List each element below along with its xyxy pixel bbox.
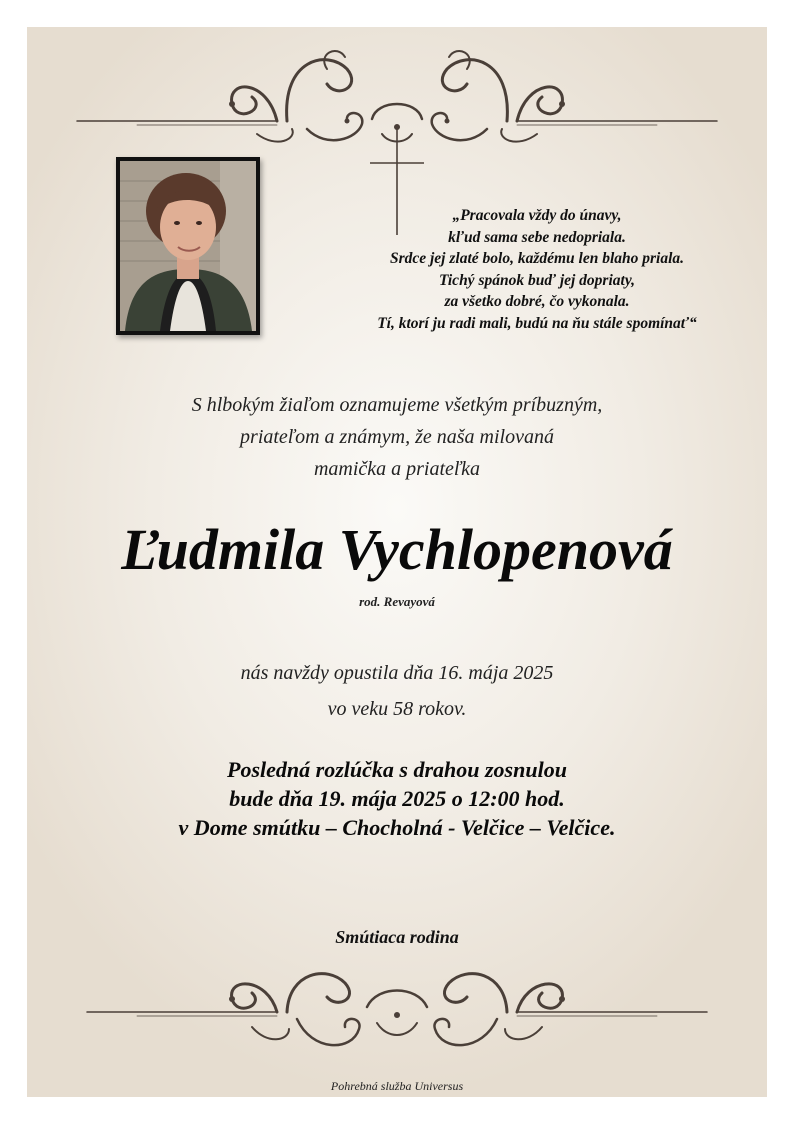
bottom-flourish-ornament: [27, 957, 767, 1067]
family-signature: Smútiaca rodina: [335, 927, 459, 947]
deceased-name: Ľudmila Vychlopenová: [121, 517, 673, 582]
intro-line: priateľom a známym, že naša milovaná: [240, 426, 554, 448]
portrait-photo-frame: [116, 157, 260, 335]
funeral-service-credit: Pohrebná služba Universus: [330, 1079, 464, 1093]
poem-line: za všetko dobré, čo vykonala.: [444, 293, 630, 310]
farewell-line: Posledná rozlúčka s drahou zosnulou: [227, 757, 567, 782]
farewell-location-line: v Dome smútku – Chocholná - Velčice – Velčice.: [178, 815, 616, 840]
maiden-name: rod. Revayová: [359, 594, 435, 609]
memorial-poem: [327, 205, 747, 334]
poem-line: Srdce jej zlaté bolo, každému len blaho priala.: [389, 250, 685, 267]
passing-age-line: vo veku 58 rokov.: [327, 698, 467, 720]
obituary-card: [27, 27, 767, 1097]
poem-line: kľud sama sebe nedopriala.: [448, 228, 626, 246]
intro-line: mamička a priateľka: [313, 458, 481, 480]
portrait-photo: [120, 161, 256, 331]
funeral-details: [27, 755, 767, 842]
poem-line: Tí, ktorí ju radi mali, budú na ňu stále spomínať“: [377, 314, 697, 332]
announcement-intro: [27, 389, 767, 485]
poem-line: Tichý spánok buď jej dopriaty,: [438, 271, 636, 289]
passing-info: [27, 655, 767, 727]
farewell-date-line: bude dňa 19. mája 2025 o 12:00 hod.: [229, 786, 565, 811]
poem-line: „Pracovala vždy do únavy,: [452, 207, 622, 224]
passing-date-line: nás navždy opustila dňa 16. mája 2025: [240, 662, 554, 684]
intro-line: S hlbokým žiaľom oznamujeme všetkým príbuzným,: [191, 394, 603, 416]
